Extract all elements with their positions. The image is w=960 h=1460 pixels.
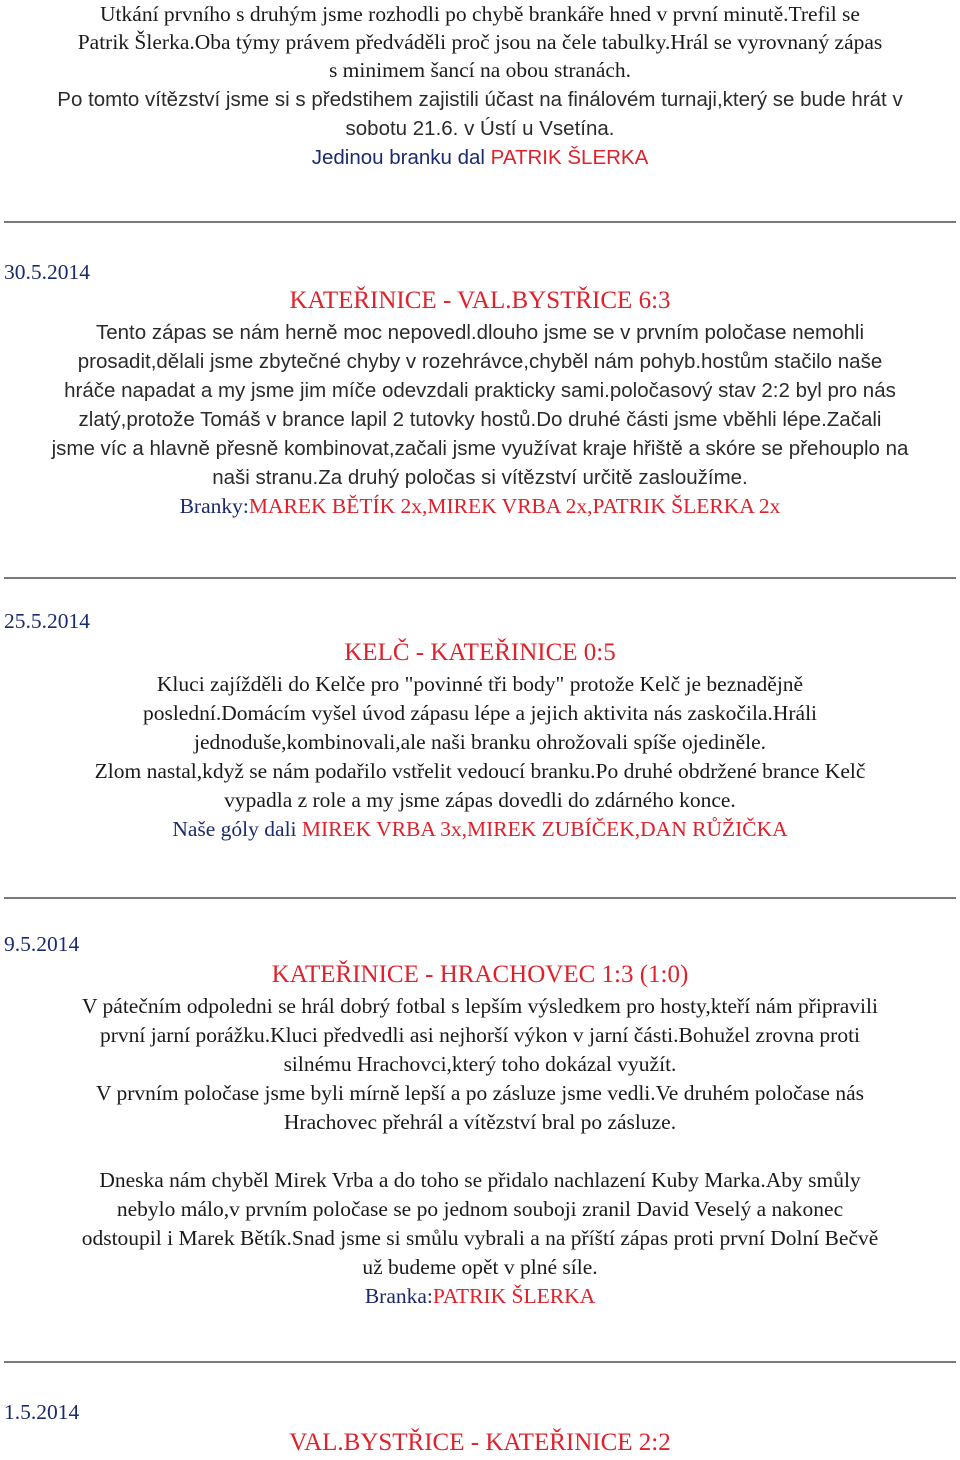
match-title: KELČ - KATEŘINICE 0:5 <box>344 639 616 666</box>
goal-scorers-line <box>0 815 960 844</box>
article-text-line: nebylo málo,v prvním poločase se po jednom souboji zranil David Veselý a nakonec <box>116 1197 844 1221</box>
match-date: 25.5.2014 <box>4 609 90 633</box>
article-text-line: první jarní porážku.Kluci předvedli asi nejhorší výkon v jarní části.Bohužel zrovna proti <box>99 1023 861 1047</box>
article-text-line: Dneska nám chyběl Mirek Vrba a do toho se přidalo nachlazení Kuby Marka.Aby smůly <box>99 1168 861 1192</box>
article-text-line: Kluci zajížděli do Kelče pro "povinné tři body" protože Kelč je beznadějně <box>156 672 804 696</box>
goal-scorers-names: MIREK VRBA 3x,MIREK ZUBÍČEK,DAN RŮŽIČKA <box>301 817 788 841</box>
goal-scorers-prefix: Naše góly dali <box>172 817 302 841</box>
article-text-line: Zlom nastal,když se nám podařilo vstřelit vedoucí branku.Po druhé obdržené brance Kelč <box>94 759 866 783</box>
article-text-line: už budeme opět v plné síle. <box>362 1255 598 1279</box>
article-text-line: poslední.Domácím vyšel úvod zápasu lépe a jejich aktivita nás zaskočila.Hráli <box>142 701 818 725</box>
goal-scorers-names: PATRIK ŠLERKA <box>490 146 649 169</box>
article-text-line: V pátečním odpoledni se hrál dobrý fotbal s lepším výsledkem pro hosty,kteří nám připravili <box>82 994 878 1018</box>
goal-scorers-prefix: Branka: <box>364 1284 433 1308</box>
article-text-line: hráče napadat a my jsme jim míče odevzdali prakticky sami.poločasový stav 2:2 byl pro nás <box>64 379 896 402</box>
article-text-line: V prvním poločase jsme byli mírně lepší a po zásluze jsme vedli.Ve druhém poločase nás <box>95 1081 865 1105</box>
goal-scorers-prefix: Jedinou branku dal <box>311 146 491 169</box>
goal-scorers-names: MAREK BĚTÍK 2x,MIREK VRBA 2x,PATRIK ŠLERKA 2x <box>248 494 781 518</box>
match-title: KATEŘINICE - HRACHOVEC 1:3 (1:0) <box>271 961 689 988</box>
article-text-line: jsme víc a hlavně přesně kombinovat,začali jsme využívat kraje hřiště a skóre se přehouplo na <box>51 437 909 460</box>
article-text-line: Hrachovec přehrál a vítězství bral po zásluze. <box>283 1110 677 1134</box>
article-text-line: Patrik Šlerka.Oba týmy právem předváděli proč jsou na čele tabulky.Hrál se vyrovnaný zápas <box>77 30 883 54</box>
article-text-line: sobotu 21.6. v Ústí u Vsetína. <box>345 117 615 140</box>
article-text-line: Utkání prvního s druhým jsme rozhodli po chybě brankáře hned v první minutě.Trefil se <box>100 2 860 26</box>
article-text-line: jednoduše,kombinovali,ale naši branku ohrožovali spíše ojediněle. <box>194 730 766 754</box>
goal-scorers-names: PATRIK ŠLERKA <box>432 1284 596 1308</box>
article-text-line: zlatý,protože Tomáš v brance lapil 2 tutovky hostů.Do druhé části jsme vběhli lépe.Začali <box>78 408 882 431</box>
article-text-line: odstoupil i Marek Bětík.Snad jsme si smůlu vybrali a na příští zápas proti první Dolní Bečvě <box>81 1226 879 1250</box>
match-title: KATEŘINICE - VAL.BYSTŘICE 6:3 <box>289 287 671 314</box>
goal-scorers-line <box>0 492 960 521</box>
section-divider <box>4 897 956 899</box>
match-date: 1.5.2014 <box>4 1400 80 1424</box>
section-divider <box>4 577 956 579</box>
section-divider <box>4 221 956 223</box>
goal-scorers-line <box>0 143 960 172</box>
match-date: 30.5.2014 <box>4 260 90 284</box>
article-text-line: s minimem šancí na obou stranách. <box>328 58 632 82</box>
article-text-line: prosadit,dělali jsme zbytečné chyby v rozehrávce,chyběl nám pohyb.hostům stačilo naše <box>77 350 883 373</box>
section-divider <box>4 1361 956 1363</box>
match-date: 9.5.2014 <box>4 932 80 956</box>
article-text-line: vypadla z role a my jsme zápas dovedli do zdárného konce. <box>224 788 736 812</box>
goal-scorers-line <box>0 1282 960 1311</box>
match-title: VAL.BYSTŘICE - KATEŘINICE 2:2 <box>289 1429 671 1456</box>
goal-scorers-prefix: Branky: <box>179 494 249 518</box>
article-text-line: naši stranu.Za druhý poločas si vítězství určitě zasloužíme. <box>212 466 748 489</box>
article-text-line: Tento zápas se nám herně moc nepovedl.dlouho jsme se v prvním poločase nemohli <box>95 321 865 344</box>
article-text-line: Po tomto vítězství jsme si s předstihem zajistili účast na finálovém turnaji,který se bude hrát v <box>57 88 903 111</box>
article-text-line: silnému Hrachovci,který toho dokázal využít. <box>283 1052 677 1076</box>
